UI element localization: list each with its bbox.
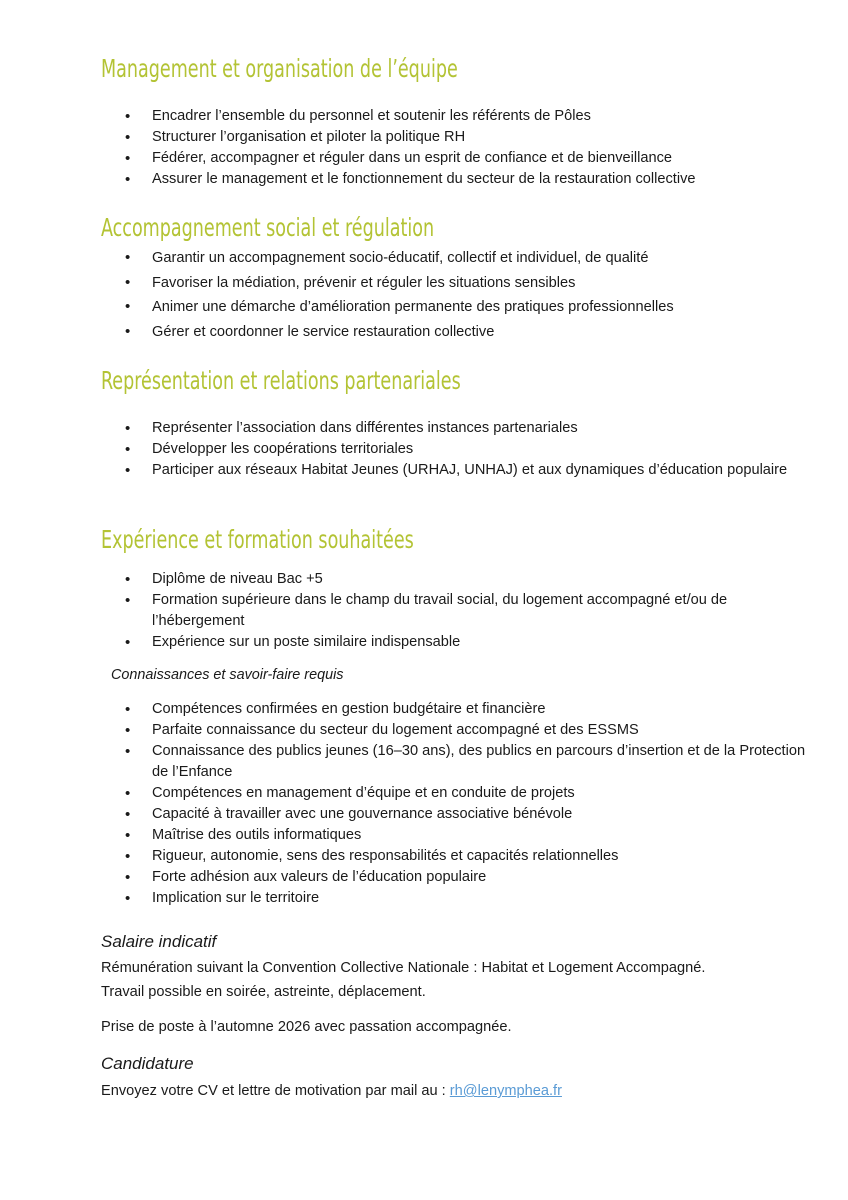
representation-list xyxy=(101,418,821,481)
list-item: • Connaissance des publics jeunes (16–30 ans), des publics en parcours d’insertion et de la Protection de l’Enfance xyxy=(101,741,821,783)
list-item: • Diplôme de niveau Bac +5 xyxy=(101,569,821,590)
list-item: • Rigueur, autonomie, sens des responsabilités et capacités relationnelles xyxy=(101,846,821,867)
list-item: • Parfaite connaissance du secteur du logement accompagné et des ESSMS xyxy=(101,720,821,741)
list-item: • Assurer le management et le fonctionnement du secteur de la restauration collective xyxy=(101,169,821,190)
list-item: • Formation supérieure dans le champ du travail social, du logement accompagné et/ou de l’hébergement xyxy=(101,590,821,632)
application-heading: Candidature xyxy=(101,1054,194,1073)
list-item: • Encadrer l’ensemble du personnel et soutenir les référents de Pôles xyxy=(101,106,821,127)
list-item: • Participer aux réseaux Habitat Jeunes (URHAJ, UNHAJ) et aux dynamiques d’éducation populaire xyxy=(101,460,821,481)
email-link[interactable]: rh@lenymphea.fr xyxy=(449,1083,562,1099)
management-list xyxy=(101,106,821,190)
list-item: • Forte adhésion aux valeurs de l’éducation populaire xyxy=(101,867,821,888)
list-item: • Compétences confirmées en gestion budgétaire et financière xyxy=(101,699,821,720)
list-item: • Structurer l’organisation et piloter la politique RH xyxy=(101,127,821,148)
list-item: • Garantir un accompagnement socio-éducatif, collectif et individuel, de qualité xyxy=(101,246,821,271)
list-item: • Développer les coopérations territoriales xyxy=(101,439,821,460)
list-item: • Gérer et coordonner le service restauration collective xyxy=(101,320,821,345)
start-date-text: Prise de poste à l’automne 2026 avec passation accompagnée. xyxy=(101,1019,512,1035)
accompagnement-list xyxy=(101,246,821,344)
knowledge-subtitle: Connaissances et savoir-faire requis xyxy=(111,667,344,683)
list-item: • Expérience sur un poste similaire indispensable xyxy=(101,632,821,653)
application-text-line xyxy=(101,1079,821,1103)
application-text: Envoyez votre CV et lettre de motivation par mail au : xyxy=(101,1083,450,1099)
salary-line-1: Rémunération suivant la Convention Collective Nationale : Habitat et Logement Accompagné. xyxy=(101,960,706,976)
list-item: • Fédérer, accompagner et réguler dans un esprit de confiance et de bienveillance xyxy=(101,148,821,169)
section-title-representation: Représentation et relations partenariales xyxy=(101,366,461,395)
list-item: • Capacité à travailler avec une gouvernance associative bénévole xyxy=(101,804,821,825)
section-title-experience: Expérience et formation souhaitées xyxy=(101,525,414,554)
experience-list xyxy=(101,569,821,653)
knowledge-list xyxy=(101,699,821,909)
section-title-accompagnement: Accompagnement social et régulation xyxy=(101,213,435,242)
list-item: • Animer une démarche d’amélioration permanente des pratiques professionnelles xyxy=(101,295,821,320)
section-title-management: Management et organisation de l’équipe xyxy=(101,54,458,83)
list-item: • Favoriser la médiation, prévenir et réguler les situations sensibles xyxy=(101,271,821,296)
list-item: • Implication sur le territoire xyxy=(101,888,821,909)
list-item: • Maîtrise des outils informatiques xyxy=(101,825,821,846)
list-item: • Représenter l’association dans différentes instances partenariales xyxy=(101,418,821,439)
salary-line-2: Travail possible en soirée, astreinte, déplacement. xyxy=(101,984,426,1000)
list-item: • Compétences en management d’équipe et en conduite de projets xyxy=(101,783,821,804)
salary-heading: Salaire indicatif xyxy=(101,932,217,951)
